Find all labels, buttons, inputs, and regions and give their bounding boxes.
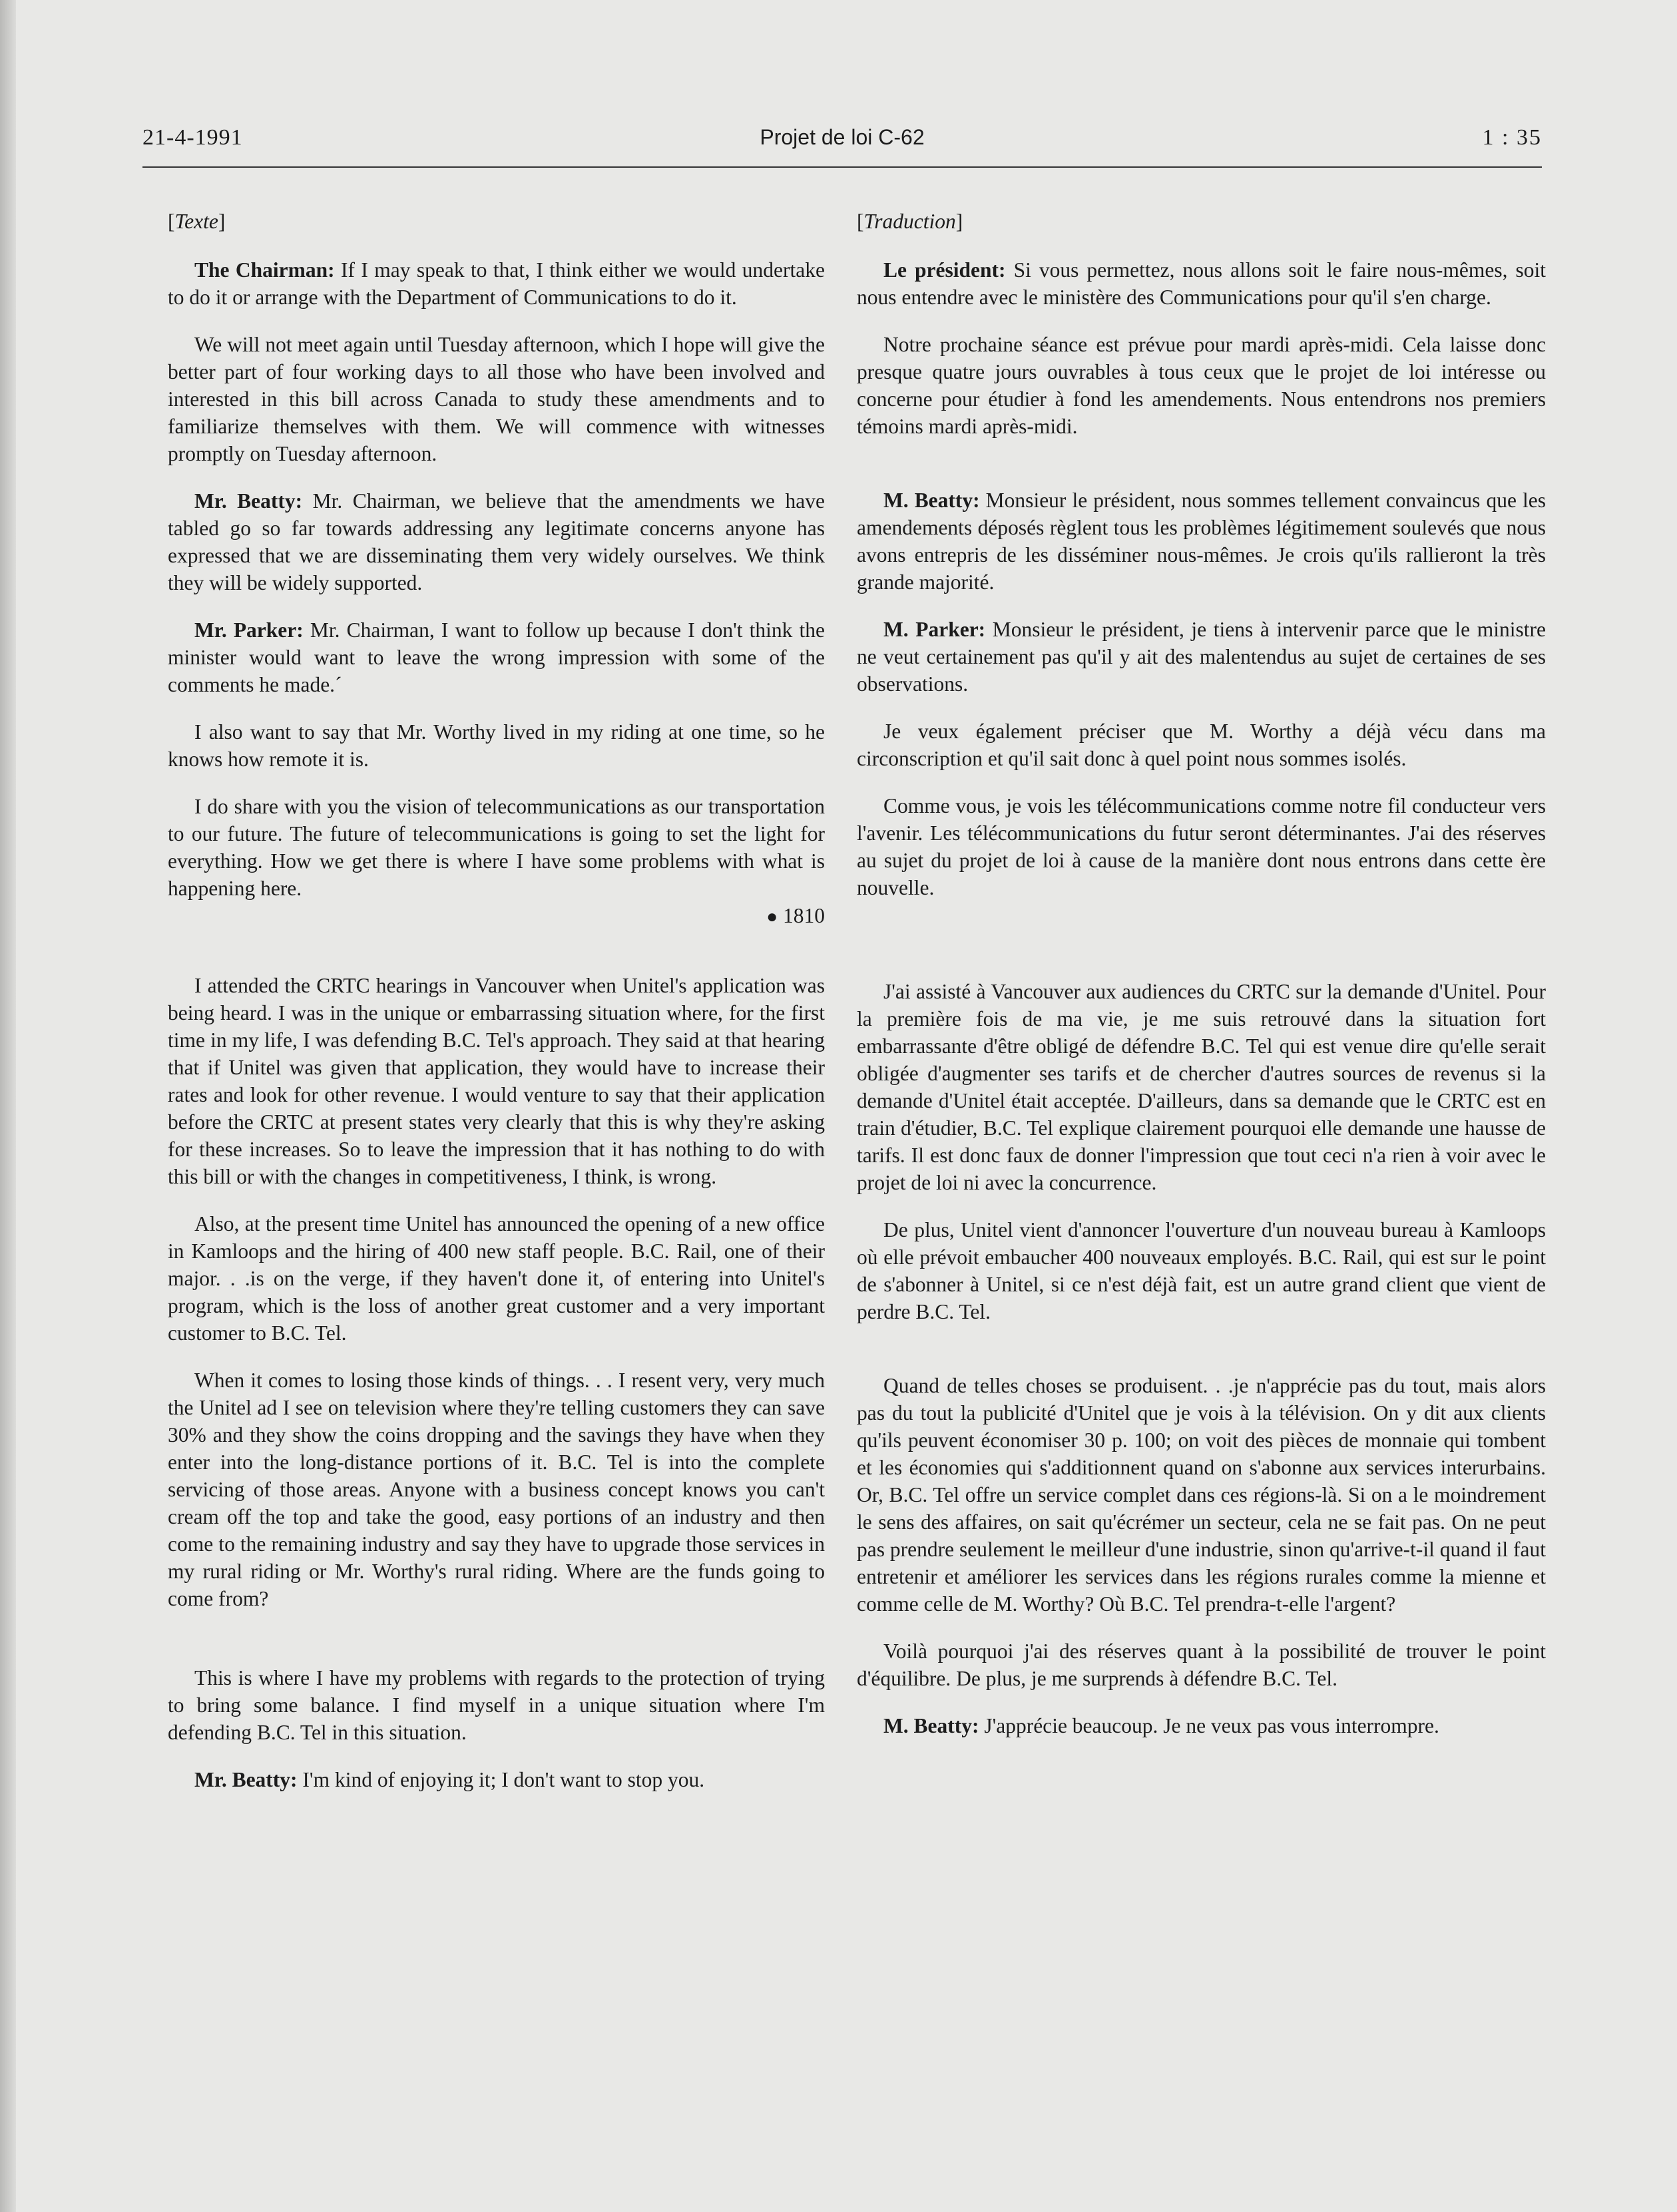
paragraph: M. Beatty: J'apprécie beaucoup. Je ne veux pas vous interrompre.	[883, 1714, 1439, 1737]
paragraph: Mr. Beatty: Mr. Chairman, we believe that the amendments we have tabled go so far towards addressing any legitimate concerns anyone has expressed that we are disseminating them very widely ourselves. We think they will be widely supported.	[168, 489, 825, 594]
paragraph: Le président: Si vous permettez, nous allons soit le faire nous-mêmes, soit nous entendre avec le ministère des Communications pour qu'il s'en charge.	[857, 258, 1547, 309]
column-tag: [Texte]	[168, 210, 226, 233]
header-title: Projet de loi C-62	[760, 125, 925, 149]
french-column	[857, 208, 1546, 1739]
speaker-name: M. Parker:	[883, 618, 986, 641]
speaker-name: Mr. Beatty:	[194, 1768, 298, 1791]
paragraph: This is where I have my problems with regards to the protection of trying to bring some balance. I find myself in a unique situation where I'm defending B.C. Tel in this situation.	[168, 1666, 825, 1744]
speaker-name: Mr. Beatty:	[194, 489, 303, 513]
paragraph: Je veux également préciser que M. Worthy a déjà vécu dans ma circonscription et qu'il sait donc à quel point nous sommes isolés.	[857, 720, 1546, 770]
bullet-icon: ●	[766, 907, 778, 927]
paragraph: Mr. Beatty: I'm kind of enjoying it; I don't want to stop you.	[194, 1768, 705, 1791]
speaker-name: Le président:	[883, 258, 1006, 282]
speaker-name: M. Beatty:	[883, 1714, 979, 1737]
page-edge-shadow	[0, 0, 16, 2212]
paragraph: Quand de telles choses se produisent. . .je n'apprécie pas du tout, mais alors pas du tout la publicité d'Unitel que je vois à la télévision. On y dit aux clients qu'ils peuvent économiser 30 p. 100; on voit des pièces de monnaie qui tombent et les économies qui s'additionnent quand on s'abonne aux services interurbains. Or, B.C. Tel offre un service complet dans ces régions-là. Si on a le moindrement le sens des affaires, on sait qu'écrémer un secteur, cela ne se fait pas. On ne peut pas prendre seulement le meilleur d'une industrie, sinon qu'arrive-t-il quand il faut entretenir et améliorer les services dans les régions rurales comme la mienne et comme celle de M. Worthy? Où B.C. Tel prendra-t-elle l'argent?	[857, 1374, 1546, 1616]
paragraph: M. Parker: Monsieur le président, je tiens à intervenir parce que le ministre ne veut certainement pas qu'il y ait des malentendus au sujet de certaines de ses observations.	[857, 618, 1546, 696]
page-header	[142, 125, 1542, 165]
paragraph: I do share with you the vision of telecommunications as our transportation to our future. The future of telecommunications is going to set the light for everything. How we get there is where I have some problems with what is happening here.	[168, 795, 825, 900]
paragraph: The Chairman: If I may speak to that, I think either we would undertake to do it or arrange with the Department of Communications to do it.	[168, 258, 825, 309]
paragraph: Also, at the present time Unitel has announced the opening of a new office in Kamloops and the hiring of 400 new staff people. B.C. Rail, one of their major. . .is on the verge, if they haven't done it, of entering into Unitel's program, which is the loss of another great customer and a very important customer to B.C. Tel.	[168, 1212, 825, 1345]
header-date: 21-4-1991	[142, 125, 243, 150]
speaker-name: The Chairman:	[194, 258, 335, 282]
paragraph: Mr. Parker: Mr. Chairman, I want to follow up because I don't think the minister would want to leave the wrong impression with some of the comments he made.´	[168, 618, 825, 696]
english-column	[168, 208, 825, 1793]
paragraph: De plus, Unitel vient d'annoncer l'ouverture d'un nouveau bureau à Kamloops où elle prévoit embaucher 400 nouveaux employés. B.C. Rail, qui est sur le point de s'abonner à Unitel, si ce n'est déjà fait, est un autre grand client que vient de perdre B.C. Tel.	[857, 1218, 1546, 1323]
speaker-name: Mr. Parker:	[194, 618, 304, 642]
paragraph: J'ai assisté à Vancouver aux audiences du CRTC sur la demande d'Unitel. Pour la première fois de ma vie, je me suis retrouvé dans la situation fort embarrassante d'être obligé de défendre B.C. Tel qui est venue dire qu'elle serait obligée d'augmenter ses tarifs et de chercher d'autres sources de revenus si la demande d'Unitel était acceptée. D'ailleurs, dans sa demande que le CRTC est en train d'étudier, B.C. Tel explique clairement pourquoi elle demande une hausse de tarifs. Il est donc faux de donner l'impression que tout ceci n'a rien à voir avec le projet de loi ni avec la concurrence.	[857, 980, 1546, 1194]
paragraph: Comme vous, je vois les télécommunications comme notre fil conducteur vers l'avenir. Les télécommunications du futur seront déterminantes. J'ai des réserves au sujet du projet de loi à cause de la manière dont nous entrons dans cette ère nouvelle.	[857, 794, 1546, 899]
paragraph: We will not meet again until Tuesday afternoon, which I hope will give the better part of four working days to all those who have been involved and interested in this bill across Canada to study these amendments and to familiarize themselves with them. We will commence with witnesses promptly on Tuesday afternoon.	[168, 333, 825, 465]
time-marker: ● 1810	[766, 904, 825, 927]
paragraph: Voilà pourquoi j'ai des réserves quant à la possibilité de trouver le point d'équilibre. De plus, je me surprends à défendre B.C. Tel.	[857, 1640, 1546, 1690]
column-tag: [Traduction]	[857, 210, 963, 233]
paragraph: When it comes to losing those kinds of things. . . I resent very, very much the Unitel ad I see on television where they're telling customers they can save 30% and they show the coins dropping and the savings they have when they enter into the long-distance portions of it. B.C. Tel is into the complete servicing of those areas. Anyone with a business concept knows you can't cream off the top and take the good, easy portions of an industry and then come to the remaining industry and say they have to upgrade those services in my rural riding or Mr. Worthy's rural riding. Where are the funds going to come from?	[168, 1369, 825, 1610]
speaker-name: M. Beatty:	[883, 489, 980, 512]
header-rule	[142, 166, 1542, 168]
paragraph: Notre prochaine séance est prévue pour mardi après-midi. Cela laisse donc presque quatre jours ouvrables à tous ceux que le projet de loi intéresse ou concerne pour étudier à fond les amendements. Nous entendrons nos premiers témoins mardi après-midi.	[857, 333, 1546, 438]
paragraph: I also want to say that Mr. Worthy lived in my riding at one time, so he knows how remote it is.	[168, 720, 825, 771]
paragraph: I attended the CRTC hearings in Vancouver when Unitel's application was being heard. I was in the unique or embarrassing situation where, for the first time in my life, I was defending B.C. Tel's approach. They said at that hearing that if Unitel was given that application, they would have to increase their rates and look for other revenue. I would venture to say that their application before the CRTC at present states very clearly that this is why they're asking for these increases. So to leave the impression that it has nothing to do with this bill or with the changes in competitiveness, I think, is wrong.	[168, 974, 825, 1188]
header-page-number: 1 : 35	[1482, 125, 1542, 150]
paragraph: M. Beatty: Monsieur le président, nous sommes tellement convaincus que les amendements déposés règlent tous les problèmes légitimement soulevés que nous avons entrepris de les disséminer nous-mêmes. Je crois qu'ils rallieront la très grande majorité.	[857, 489, 1546, 594]
